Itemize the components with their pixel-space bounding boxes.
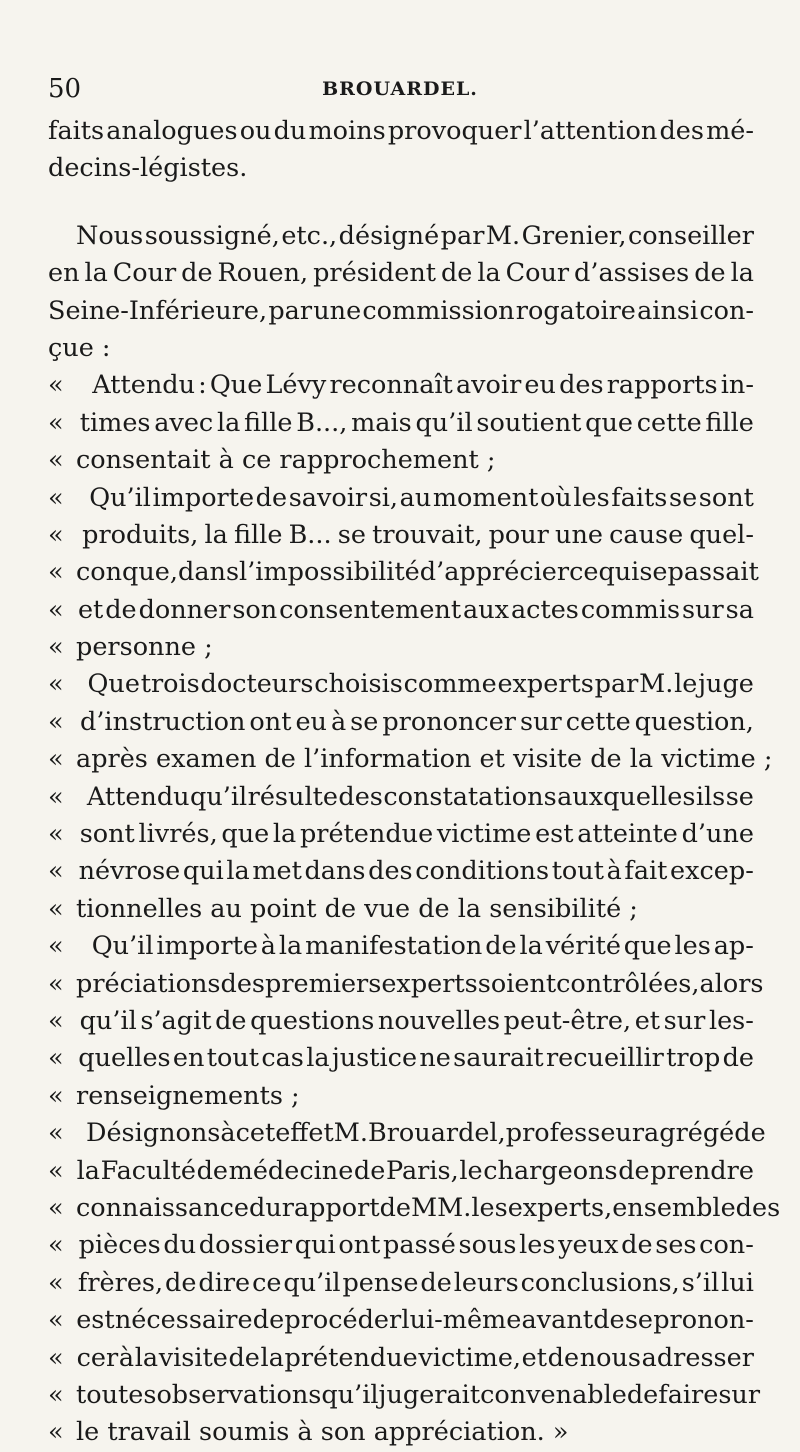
quote-mark: « [48, 1080, 64, 1111]
quote-mark: « [48, 632, 64, 663]
text-line: « Qu’il importe de savoir si, au moment où les faits se sont [48, 480, 754, 517]
paragraph [48, 367, 754, 479]
page-header [48, 72, 752, 106]
quote-mark: « [48, 744, 64, 775]
text-line: « personne ; [48, 629, 754, 666]
quote-mark: « [48, 407, 64, 438]
paragraph [48, 779, 754, 929]
quote-mark: « [48, 1379, 64, 1410]
quote-mark: « [48, 594, 64, 625]
quote-mark: « [48, 931, 64, 962]
text-line: « times avec la fille B..., mais qu’il soutient que cette fille [48, 405, 754, 442]
quote-mark: « [48, 370, 64, 401]
paragraph [48, 480, 759, 667]
paragraph [48, 928, 764, 1115]
quote-mark: « [48, 557, 64, 588]
quote-mark: « [48, 893, 64, 924]
text-line: « produits, la fille B... se trouvait, pour une cause quel- [48, 517, 754, 554]
text-line: « Que trois docteurs choisis comme experts par M. le juge [48, 666, 754, 703]
text-line: « préciations des premiers experts soient contrôlées, alors [48, 966, 754, 1003]
quote-mark: « [48, 1305, 64, 1336]
quote-mark: « [48, 1342, 64, 1373]
quote-mark: « [48, 856, 64, 887]
text-line: « conque, dans l’impossibilité d’apprécier ce qui se passait [48, 554, 754, 591]
quote-mark: « [48, 781, 64, 812]
quote-mark: « [48, 1267, 64, 1298]
text-line: « et de donner son consentement aux actes commis sur sa [48, 592, 754, 629]
page-number: 50 [48, 74, 82, 104]
paragraph [48, 113, 754, 188]
text-line: « toutes observations qu’il jugerait convenable de faire sur [48, 1377, 754, 1414]
quote-mark: « [48, 1005, 64, 1036]
text-line: en la Cour de Rouen, président de la Cour d’assises de la [48, 258, 754, 289]
quote-mark: « [48, 482, 64, 513]
text-line: « d’instruction ont eu à se prononcer sur cette question, [48, 704, 754, 741]
text-line: « Attendu : Que Lévy reconnaît avoir eu des rapports in- [48, 367, 754, 404]
text-line: « qu’il s’agit de questions nouvelles peut-être, et sur les- [48, 1003, 754, 1040]
text-line: Seine-Inférieure, par une commission rogatoire ainsi con- [48, 295, 754, 326]
quote-mark: « [48, 1118, 64, 1149]
text-line: « consentait à ce rapprochement ; [48, 442, 754, 479]
quote-mark: « [48, 1417, 64, 1448]
text-line: « quelles en tout cas la justice ne saurait recueillir trop de [48, 1040, 754, 1077]
paragraph [48, 1115, 781, 1452]
text-line: « névrose qui la met dans des conditions tout à fait excep- [48, 853, 754, 890]
text-line: « Désignons à cet effet M. Brouardel, professeur agrégé de [48, 1115, 754, 1152]
text-line: « connaissance du rapport de MM. les experts, ensemble des [48, 1190, 754, 1227]
text-line: « sont livrés, que la prétendue victime est atteinte d’une [48, 816, 754, 853]
text-line: « après examen de l’information et visite de la victime ; [48, 741, 754, 778]
running-head: BROUARDEL. [322, 78, 478, 100]
text-line: « le travail soumis à son appréciation. » [48, 1414, 754, 1451]
quote-mark: « [48, 819, 64, 850]
text-line: « la Faculté de médecine de Paris, le chargeons de prendre [48, 1153, 754, 1190]
quote-mark: « [48, 1043, 64, 1074]
text-line: Nous soussigné, etc., désigné par M. Grenier, conseiller [76, 220, 754, 251]
paragraph [48, 666, 773, 778]
text-line: « cer à la visite de la prétendue victime, et de nous adresser [48, 1340, 754, 1377]
text-line: « renseignements ; [48, 1078, 754, 1115]
text-line: çue : [48, 332, 111, 363]
quote-mark: « [48, 519, 64, 550]
text-line: « est nécessaire de procéder lui-même avant de se pronon- [48, 1302, 754, 1339]
quote-mark: « [48, 706, 64, 737]
quote-mark: « [48, 1230, 64, 1261]
body-text [48, 113, 781, 1452]
quote-mark: « [48, 1192, 64, 1223]
paragraph [48, 218, 754, 368]
quote-mark: « [48, 1155, 64, 1186]
quote-mark: « [48, 669, 64, 700]
text-line: « Qu’il importe à la manifestation de la vérité que les ap- [48, 928, 754, 965]
quote-mark: « [48, 445, 64, 476]
text-line: « frères, de dire ce qu’il pense de leurs conclusions, s’il lui [48, 1265, 754, 1302]
quote-mark: « [48, 968, 64, 999]
text-line: decins-légistes. [48, 153, 248, 184]
text-line: « Attendu qu’il résulte des constatations auxquelles ils se [48, 779, 754, 816]
text-line: « pièces du dossier qui ont passé sous les yeux de ses con- [48, 1227, 754, 1264]
text-line: « tionnelles au point de vue de la sensibilité ; [48, 891, 754, 928]
text-line: faits analogues ou du moins provoquer l’attention des mé- [48, 116, 754, 146]
